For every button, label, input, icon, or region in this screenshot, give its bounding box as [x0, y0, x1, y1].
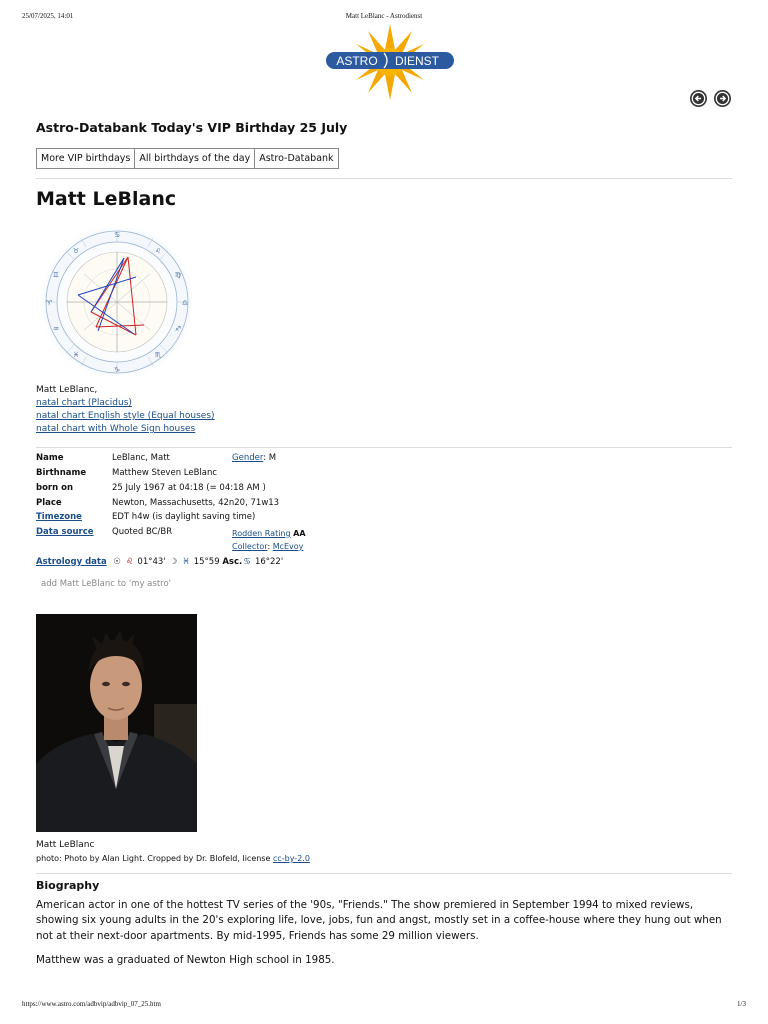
photo-caption: [36, 838, 310, 866]
chart-caption-name: Matt LeBlanc,: [36, 385, 98, 395]
birthname-value: Matthew Steven LeBlanc: [112, 468, 218, 478]
cancer-icon: ♋: [243, 557, 252, 567]
svg-text:ASTRO: ASTRO: [336, 54, 378, 68]
print-footer: [22, 1000, 746, 1010]
astrodienst-logo[interactable]: [322, 22, 458, 102]
leo-icon: ♌: [125, 557, 134, 567]
name-label: Name: [36, 453, 64, 463]
divider: [36, 447, 732, 448]
ascendant-label: Asc.: [222, 557, 243, 567]
photo-credit: photo: Photo by Alan Light. Cropped by Dr. Blofeld, license: [36, 854, 273, 863]
print-date: 25/07/2025, 14:01: [22, 12, 74, 20]
svg-text:♓: ♓: [72, 351, 80, 359]
collector-link[interactable]: Collector: [232, 542, 268, 551]
tab-all-birthdays[interactable]: All birthdays of the day: [134, 148, 255, 169]
name-value: LeBlanc, Matt: [112, 453, 170, 463]
natal-chart-whole-sign-link[interactable]: natal chart with Whole Sign houses: [36, 424, 196, 434]
person-photo: [36, 614, 197, 832]
svg-text:♏: ♏: [154, 351, 162, 359]
tab-row: [36, 148, 338, 168]
place-value: Newton, Massachusetts, 42n20, 71w13: [112, 498, 280, 508]
place-label: Place: [36, 498, 62, 508]
born-label: born on: [36, 483, 74, 493]
biography-heading: Biography: [36, 879, 100, 892]
birthname-label: Birthname: [36, 468, 87, 478]
svg-text:♌: ♌: [154, 247, 162, 255]
svg-text:♎: ♎: [181, 299, 189, 307]
natal-chart-placidus-link[interactable]: natal chart (Placidus): [36, 398, 132, 408]
license-link[interactable]: cc-by-2.0: [272, 854, 310, 863]
page-heading: Astro-Databank Today's VIP Birthday 25 July: [36, 120, 348, 135]
data-source-link[interactable]: Data source: [36, 527, 94, 537]
print-url: https://www.astro.com/adbvip/adbvip_07_25.htm: [22, 1000, 161, 1008]
timezone-value: EDT h4w (is daylight saving time): [112, 512, 256, 522]
born-value: 25 July 1967 at 04:18 (= 04:18 AM ): [112, 483, 266, 493]
divider: [36, 873, 732, 874]
svg-text:♍: ♍: [174, 271, 182, 279]
photo-caption-name: Matt LeBlanc: [36, 840, 95, 850]
svg-text:♊: ♊: [52, 271, 60, 279]
gender-link[interactable]: Gender: [232, 453, 264, 463]
gender-value: : M: [263, 453, 277, 463]
nav-arrows: [690, 90, 734, 108]
chart-caption: [36, 384, 215, 436]
person-name: Matt LeBlanc: [36, 188, 177, 210]
svg-text:♒: ♒: [52, 325, 60, 333]
moon-icon: ☽: [169, 557, 178, 567]
divider: [36, 178, 732, 179]
rodden-rating-link[interactable]: Rodden Rating: [232, 529, 291, 538]
add-to-my-astro-link[interactable]: add Matt LeBlanc to 'my astro': [41, 579, 171, 589]
svg-text:DIENST: DIENST: [394, 54, 440, 68]
collector-value-link[interactable]: McEvoy: [272, 542, 304, 551]
sun-degree: 01°43': [137, 557, 166, 567]
pisces-icon: ♓: [182, 557, 190, 567]
timezone-link[interactable]: Timezone: [36, 512, 82, 522]
print-page-number: 1/3: [737, 1000, 746, 1008]
data-source-value: Quoted BC/BR: [112, 527, 173, 537]
tab-astro-databank[interactable]: Astro-Databank: [254, 148, 338, 169]
biography-paragraph: Matthew was a graduated of Newton High school in 1985.: [36, 953, 335, 966]
biography-paragraph: American actor in one of the hottest TV series of the '90s, "Friends." The show premiered in September 1994 to mixed reviews, showing six young adults in the 20's exploring life, love, jobs, fun and angst, mostly set in a coffee-house where they hung out when not at their next-door apartments. By mid-1995, Friends has some 29 million viewers.: [36, 899, 722, 942]
natal-chart-english-link[interactable]: natal chart English style (Equal houses): [36, 411, 215, 421]
biography-text: [36, 898, 732, 977]
moon-degree: 15°59: [193, 557, 220, 567]
svg-text:♈: ♈: [45, 299, 53, 307]
rodden-rating-value: AA: [293, 529, 306, 538]
svg-text:♐: ♐: [174, 325, 182, 333]
astrology-data-link[interactable]: Astrology data: [36, 557, 107, 567]
sun-icon: ☉: [113, 557, 121, 567]
previous-arrow-icon[interactable]: [690, 90, 707, 107]
print-title: Matt LeBlanc - Astrodienst: [345, 12, 423, 20]
next-arrow-icon[interactable]: [714, 90, 731, 107]
svg-text:♉: ♉: [72, 247, 80, 255]
ascendant-degree: 16°22': [254, 557, 284, 567]
tab-more-vip-birthdays[interactable]: More VIP birthdays: [36, 148, 135, 169]
svg-text:♑: ♑: [113, 366, 121, 374]
svg-text:♋: ♋: [113, 231, 121, 239]
natal-chart-wheel[interactable]: [36, 227, 198, 377]
